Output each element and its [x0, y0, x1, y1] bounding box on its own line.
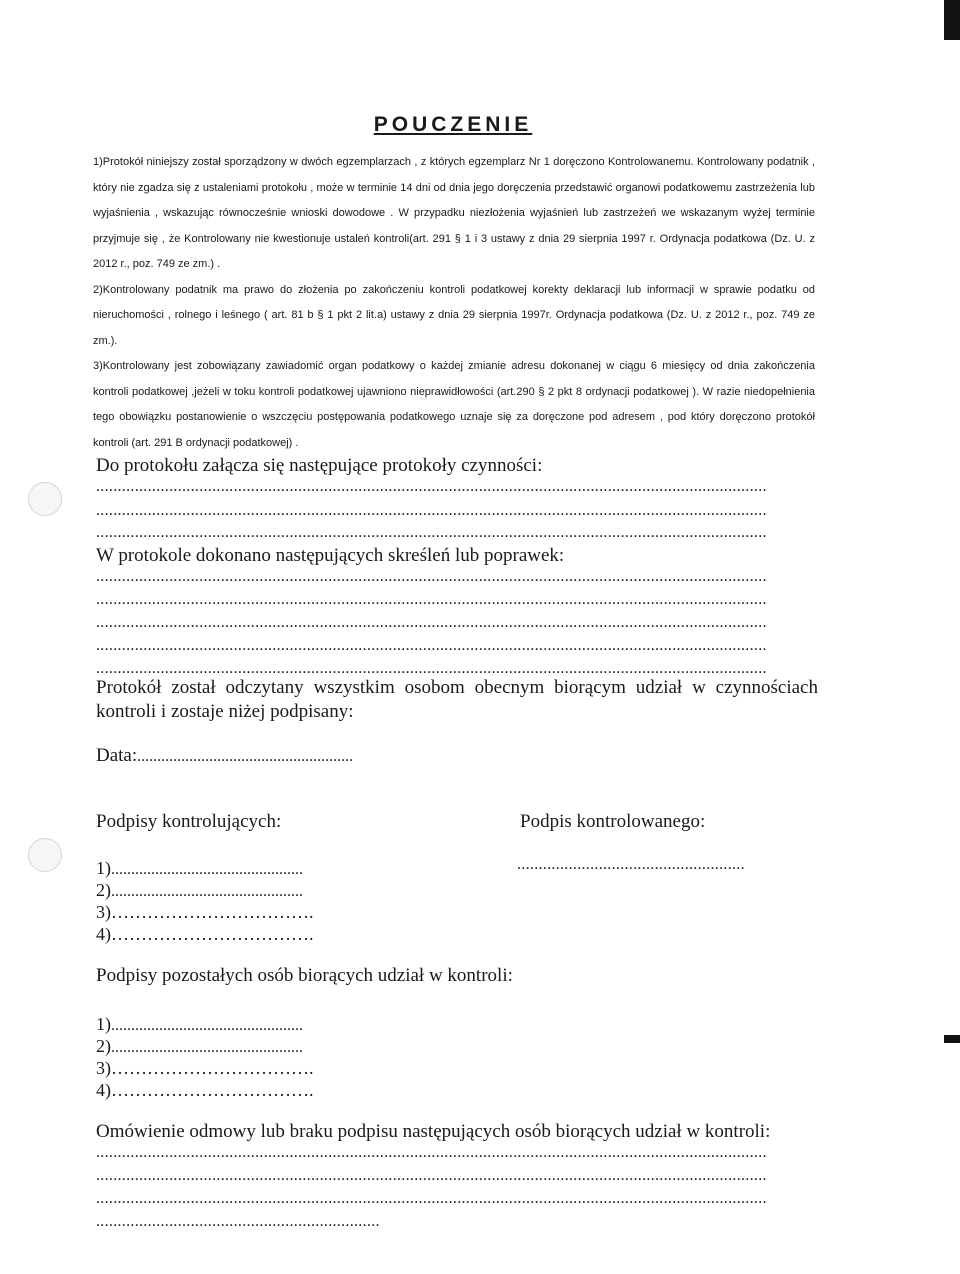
corrections-line-5[interactable]: ............................................................................................................................................................ — [96, 660, 767, 677]
inspector-signature-1[interactable]: 1)................................................ — [96, 858, 303, 878]
document-title: POUCZENIE — [373, 113, 533, 136]
sig-number: 3) — [96, 902, 111, 922]
sig-number: 4) — [96, 1080, 111, 1100]
inspected-signature-line[interactable]: ..................................................... — [517, 856, 745, 873]
sig-number: 2) — [96, 1036, 111, 1056]
attachments-line-3[interactable]: ............................................................................................................................................................ — [96, 524, 767, 541]
attachments-line-1[interactable]: ............................................................................................................................................................ — [96, 478, 767, 495]
instruction-2: 2)Kontrolowany podatnik ma prawo do złożenia po zakończeniu kontroli podatkowej korekty deklaracji lub informacji w sprawie podatku od nieruchomości , rolnego i leśnego ( art. 81 b § 1 pkt 2 lit.a) ustawy z dnia 29 sierpnia 1997r. Ordynacja podatkowa (Dz. U. z 2012 r., poz. 749 ze zm.). — [93, 283, 815, 347]
refusal-line-2[interactable]: ............................................................................................................................................................ — [96, 1167, 767, 1184]
corrections-line-1[interactable]: ............................................................................................................................................................ — [96, 568, 767, 585]
inspected-heading: Podpis kontrolowanego: — [520, 811, 706, 832]
sig-number: 1) — [96, 858, 111, 878]
corrections-line-2[interactable]: ............................................................................................................................................................ — [96, 591, 767, 608]
other-signature-4[interactable]: 4)……………………………. — [96, 1080, 314, 1100]
corrections-heading: W protokole dokonano następujących skreśleń lub poprawek: — [96, 545, 565, 566]
instruction-1: 1)Protokół niniejszy został sporządzony w dwóch egzemplarzach , z których egzemplarz Nr 1 doręczono Kontrolowanemu. Kontrolowany podatnik , który nie zgadza się z ustaleniami protokołu , może w terminie 14 dni od dnia jego doręczenia przedstawić organowi podatkowemu zastrzeżenia lub wyjaśnienia , wskazując równocześnie wnioski dowodowe . W przypadku niezłożenia wyjaśnień lub zastrzeżeń we wskazanym wyżej terminie przyjmuje się , że Kontrolowany nie kwestionuje ustaleń kontroli(art. 291 § 1 i 3 ustawy z dnia 29 sierpnia 1997 r. Ordynacja podatkowa (Dz. U. z 2012 r., poz. 749 ze zm.) . — [93, 156, 815, 270]
inspector-signature-3[interactable]: 3)……………………………. — [96, 902, 314, 922]
instruction-3: 3)Kontrolowany jest zobowiązany zawiadomić organ podatkowy o każdej zmianie adresu dokonanej w ciągu 6 miesięcy od dnia zakończenia kontroli podatkowej ,jeżeli w toku kontroli podatkowej ujawniono nieprawidłowości (art.290 § 2 pkt 8 ordynacji podatkowej ). W razie niedopełnienia tego obowiązku postanowienie o wszczęciu postępowania podatkowego uznaje się za doręczone pod adresem , pod który doręczono protokół kontroli (art. 291 B ordynacji podatkowej) . — [93, 360, 815, 449]
attachments-heading: Do protokołu załącza się następujące protokoły czynności: — [96, 455, 543, 476]
attachments-line-2[interactable]: ............................................................................................................................................................ — [96, 502, 767, 519]
punch-hole-lower — [28, 838, 62, 872]
sig-number: 1) — [96, 1014, 111, 1034]
corrections-line-3[interactable]: ............................................................................................................................................................ — [96, 614, 767, 631]
sig-number: 3) — [96, 1058, 111, 1078]
punch-hole-upper — [28, 482, 62, 516]
other-signature-3[interactable]: 3)……………………………. — [96, 1058, 314, 1078]
other-signature-1[interactable]: 1)................................................ — [96, 1014, 303, 1034]
sig-number: 2) — [96, 880, 111, 900]
date-label: Data: — [96, 745, 138, 766]
date-field[interactable]: Data:...................................................... — [96, 745, 354, 766]
read-statement: Protokół został odczytany wszystkim osobom obecnym biorącym udział w czynnościach kontroli i zostaje niżej podpisany: — [96, 677, 818, 722]
refusal-heading: Omówienie odmowy lub braku podpisu następujących osób biorących udział w kontroli: — [96, 1121, 771, 1142]
scan-edge-mark-middle — [944, 1035, 960, 1043]
refusal-line-3[interactable]: ............................................................................................................................................................ — [96, 1190, 767, 1207]
inspector-signature-2[interactable]: 2)................................................ — [96, 880, 303, 900]
inspectors-heading: Podpisy kontrolujących: — [96, 811, 282, 832]
refusal-line-4[interactable]: .................................................................. — [96, 1213, 380, 1230]
refusal-line-1[interactable]: ............................................................................................................................................................ — [96, 1144, 767, 1161]
corrections-line-4[interactable]: ............................................................................................................................................................ — [96, 637, 767, 654]
others-heading: Podpisy pozostałych osób biorących udział w kontroli: — [96, 965, 513, 986]
other-signature-2[interactable]: 2)................................................ — [96, 1036, 303, 1056]
scan-edge-mark-top — [944, 0, 960, 40]
inspector-signature-4[interactable]: 4)……………………………. — [96, 924, 314, 944]
instructions-block — [93, 150, 815, 456]
sig-number: 4) — [96, 924, 111, 944]
